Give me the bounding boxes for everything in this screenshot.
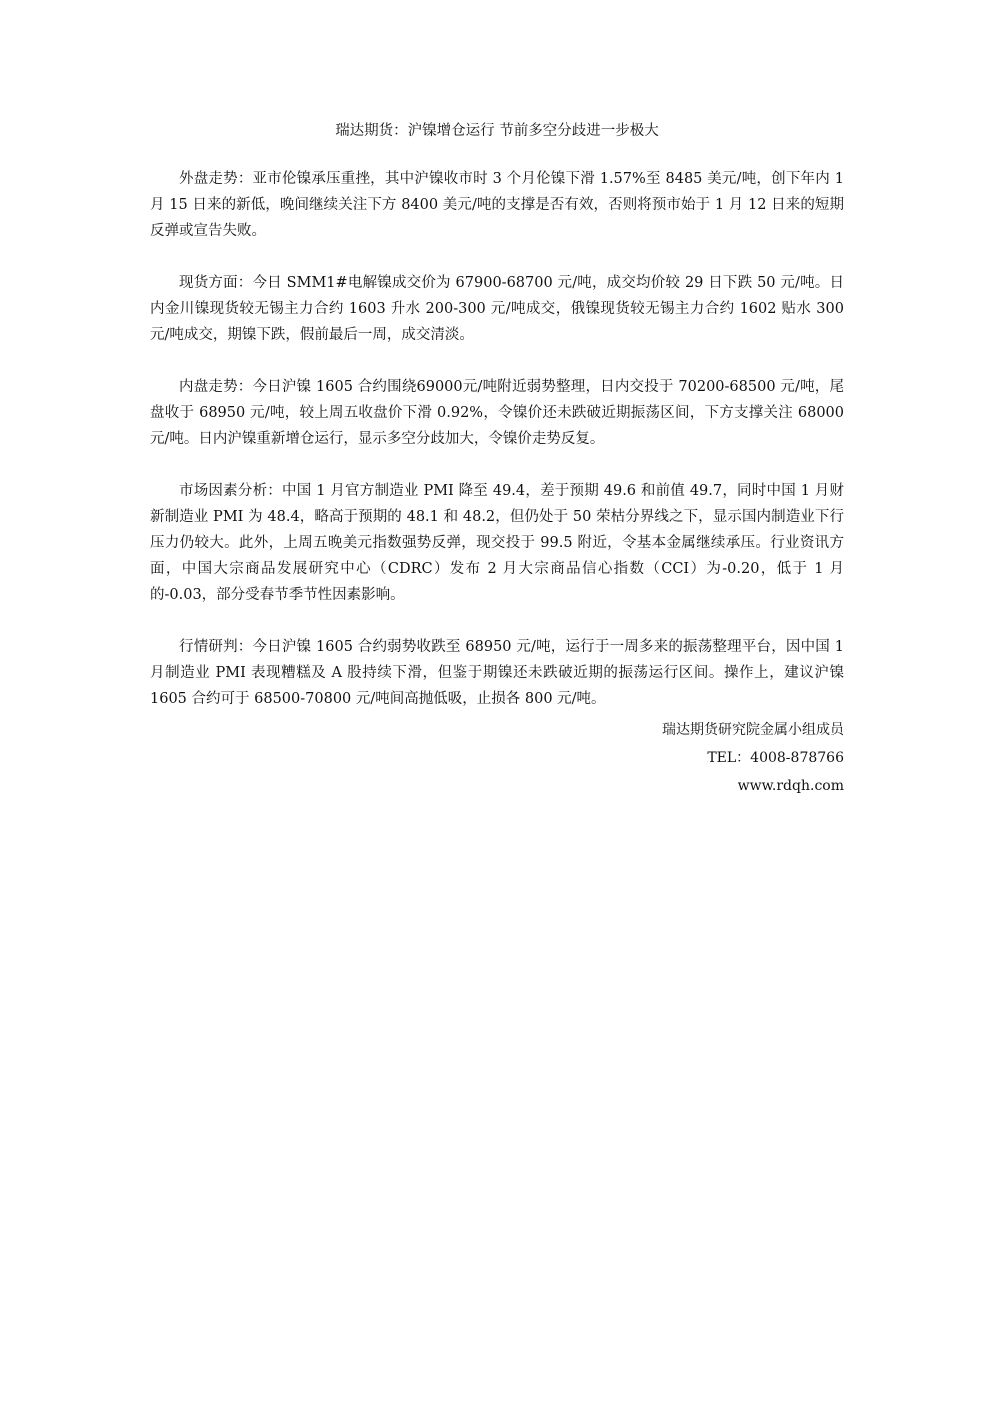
paragraph-spot-market xyxy=(150,270,844,348)
document-page xyxy=(150,118,844,800)
document-title: 瑞达期货：沪镍增仓运行 节前多空分歧进一步极大 xyxy=(335,123,659,139)
footer-website: www.rdqh.com xyxy=(737,778,844,794)
paragraph-text: 亚市伦镍承压重挫，其中沪镍收市时 3 个月伦镍下滑 1.57%至 8485 美元/吨，创下年内 1 月 15 日来的新低，晚间继续关注下方 8400 美元/吨的支撑是否有效，否则将预市始于 1 月 12 日来的短期反弹或宣告失败。 xyxy=(150,171,845,239)
paragraph-text: 今日沪镍 1605 合约弱势收跌至 68950 元/吨，运行于一周多来的振荡整理平台，因中国 1 月制造业 PMI 表现糟糕及 A 股持续下滑，但鉴于期镍还未跌破近期的振荡运行区间。操作上，建议沪镍 1605 合约可于 68500-70800 元/吨间高抛低吸，止损各 800 元/吨。 xyxy=(150,639,844,707)
paragraph-label: 内盘走势： xyxy=(179,379,253,395)
footer-tel: TEL：4008-878766 xyxy=(707,750,844,766)
paragraph-text: 中国 1 月官方制造业 PMI 降至 49.4，差于预期 49.6 和前值 49.7，同时中国 1 月财新制造业 PMI 为 48.4，略高于预期的 48.1 和 48.2，但仍处于 50 荣枯分界线之下，显示国内制造业下行压力仍较大。此外，上周五晚美元指数强势反弹，现交投于 99.5 附近，令基本金属继续承压。行业资讯方面，中国大宗商品发展研究中心（CDRC）发布 2 月大宗商品信心指数（CCI）为-0.20，低于 1 月的-0.03，部分受春节季节性因素影响。 xyxy=(150,483,844,603)
paragraph-text: 今日沪镍 1605 合约围绕69000元/吨附近弱势整理，日内交投于 70200-68500 元/吨，尾盘收于 68950 元/吨，较上周五收盘价下滑 0.92%，令镍价还未跌破近期振荡区间，下方支撑关注 68000 元/吨。日内沪镍重新增仓运行，显示多空分歧加大，令镍价走势反复。 xyxy=(150,379,845,447)
paragraph-label: 行情研判： xyxy=(179,639,253,655)
footer-org: 瑞达期货研究院金属小组成员 xyxy=(662,722,844,738)
paragraph-market-factors xyxy=(150,478,844,608)
paragraph-outlook xyxy=(150,634,844,712)
paragraph-label: 现货方面： xyxy=(179,275,253,291)
paragraph-label: 外盘走势： xyxy=(179,171,253,187)
paragraph-domestic-market xyxy=(150,374,844,452)
document-footer xyxy=(150,716,844,800)
paragraph-label: 市场因素分析： xyxy=(179,483,283,499)
paragraph-text: 今日 SMM1#电解镍成交价为 67900-68700 元/吨，成交均价较 29 日下跌 50 元/吨。日内金川镍现货较无锡主力合约 1603 升水 200-300 元/吨成交，俄镍现货较无锡主力合约 1602 贴水 300 元/吨成交，期镍下跌，假前最后一周，成交清淡。 xyxy=(150,275,845,343)
paragraph-overseas-market xyxy=(150,166,844,244)
